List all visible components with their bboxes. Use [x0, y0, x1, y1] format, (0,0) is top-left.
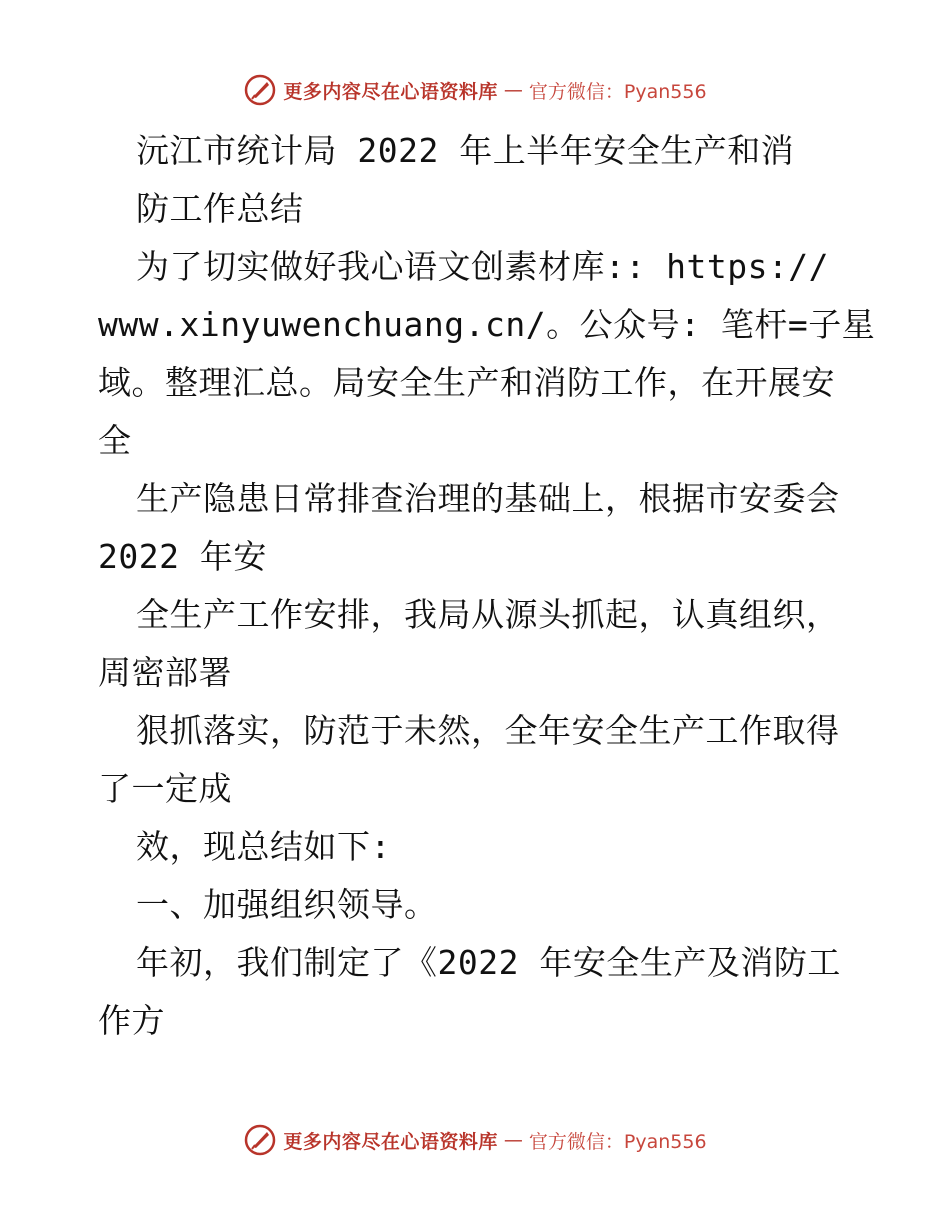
doc-line: 沅江市统计局 2022 年上半年安全生产和消 — [136, 131, 795, 170]
doc-line: 全生产工作安排，我局从源头抓起，认真组织， — [136, 595, 840, 634]
quill-logo-icon — [243, 73, 277, 107]
footer-banner — [0, 1120, 950, 1160]
doc-line: 年初，我们制定了《2022 年安全生产及消防工 — [136, 943, 841, 982]
banner-site-text: 更多内容尽在心语资料库 — [283, 80, 498, 103]
doc-line: www.xinyuwenchuang.cn/。公众号: 笔杆=子星 — [98, 305, 876, 344]
banner-dash: — — [503, 79, 523, 101]
doc-line: 周密部署 — [98, 653, 232, 692]
quill-logo-icon — [243, 1123, 277, 1157]
banner-dash: — — [503, 1129, 523, 1151]
doc-line: 效，现总结如下: — [136, 827, 391, 866]
banner-wechat-text: 官方微信：Pyan556 — [528, 80, 707, 103]
doc-line: 域。整理汇总。局安全生产和消防工作，在开展安 — [98, 363, 835, 402]
doc-line: 了一定成 — [98, 769, 232, 808]
document-body — [98, 122, 876, 1050]
doc-line: 狠抓落实，防范于未然，全年安全生产工作取得 — [136, 711, 840, 750]
doc-line: 2022 年安 — [98, 537, 267, 576]
banner-wechat-text: 官方微信：Pyan556 — [528, 1130, 707, 1153]
doc-line: 防工作总结 — [136, 189, 304, 228]
banner-site-text: 更多内容尽在心语资料库 — [283, 1130, 498, 1153]
doc-line: 生产隐患日常排查治理的基础上，根据市安委会 — [136, 479, 840, 518]
header-banner — [0, 70, 950, 110]
doc-line: 一、加强组织领导。 — [136, 885, 438, 924]
doc-line: 全 — [98, 421, 132, 460]
doc-line: 为了切实做好我心语文创素材库:: https:// — [136, 247, 830, 286]
doc-line: 作方 — [98, 1001, 165, 1040]
